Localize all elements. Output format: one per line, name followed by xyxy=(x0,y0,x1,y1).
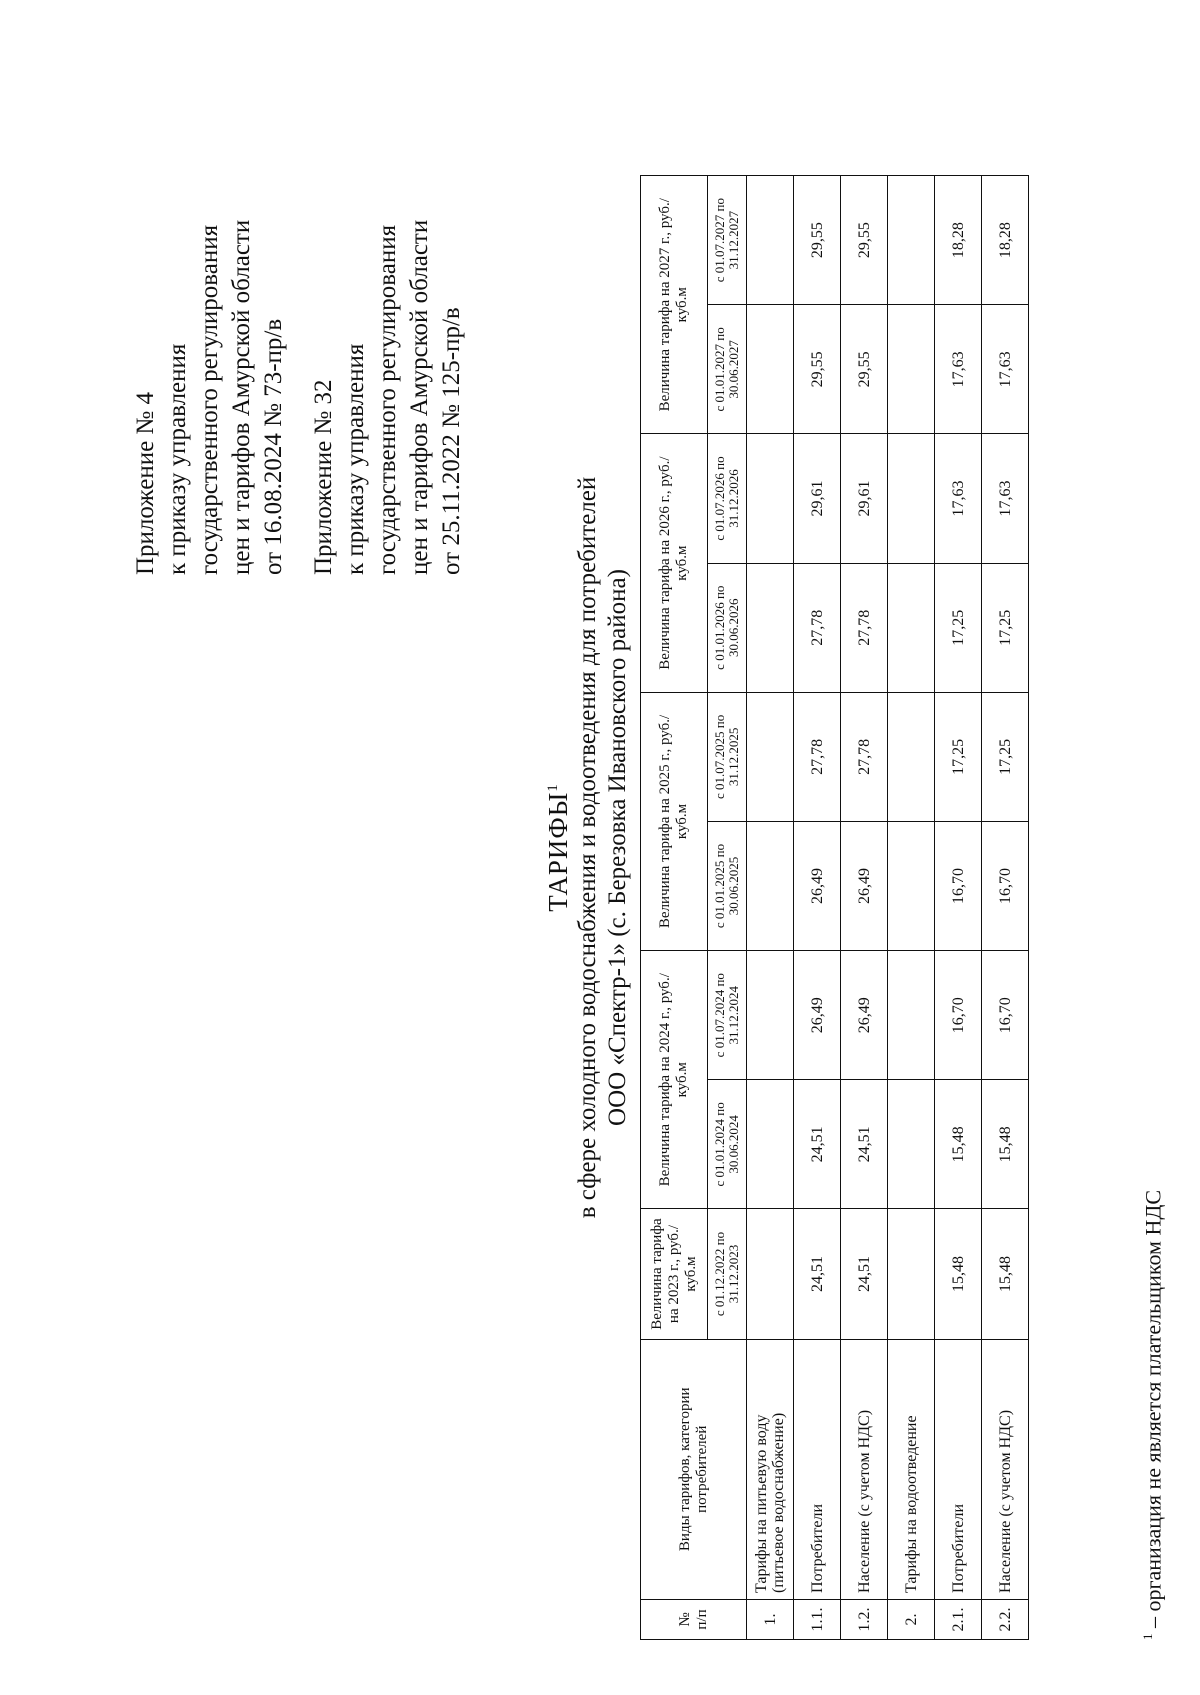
header-year-2027: Величина тарифа на 2027 г., руб./куб.м xyxy=(641,176,708,434)
tariff-value-cell: 18,28 xyxy=(982,176,1029,305)
table-row xyxy=(747,176,794,1640)
header-period: с 01.01.2025 по 30.06.2025 xyxy=(708,821,747,950)
table-row xyxy=(794,176,841,1640)
tariff-value-cell: 16,70 xyxy=(935,951,982,1080)
appendix-line: государственного регулирования xyxy=(374,224,401,575)
appendix-block-current xyxy=(130,55,290,575)
tariff-value-cell xyxy=(747,821,794,950)
row-category: Население (с учетом НДС) xyxy=(841,1339,888,1599)
tariff-value-cell: 27,78 xyxy=(841,563,888,692)
tariff-value-cell: 18,28 xyxy=(935,176,982,305)
tariff-value-cell: 17,25 xyxy=(982,692,1029,821)
header-period: с 01.07.2024 по 31.12.2024 xyxy=(708,951,747,1080)
row-number: 1.2. xyxy=(841,1599,888,1639)
tariff-value-cell xyxy=(747,951,794,1080)
tariff-value-cell xyxy=(747,305,794,434)
appendix-line: к приказу управления xyxy=(164,343,191,575)
tariff-value-cell xyxy=(747,1080,794,1209)
header-year-2025: Величина тарифа на 2025 г., руб./куб.м xyxy=(641,692,708,950)
tariff-value-cell xyxy=(888,951,935,1080)
header-year-2024: Величина тарифа на 2024 г., руб./куб.м xyxy=(641,951,708,1209)
title-main xyxy=(538,0,573,1695)
row-category: Тарифы на питьевую воду (питьевое водоснабжение) xyxy=(747,1339,794,1599)
tariff-value-cell xyxy=(747,692,794,821)
title-line-3: ООО «Спектр-1» (с. Березовка Ивановского района) xyxy=(604,569,631,1126)
header-num: № п/п xyxy=(641,1599,747,1639)
table-row xyxy=(841,176,888,1640)
tariff-value-cell: 15,48 xyxy=(982,1209,1029,1339)
tariff-value-cell xyxy=(888,692,935,821)
appendix-line: Приложение № 32 xyxy=(310,379,337,575)
row-category: Население (с учетом НДС) xyxy=(982,1339,1029,1599)
header-period: с 01.01.2024 по 30.06.2024 xyxy=(708,1080,747,1209)
appendix-line: от 16.08.2024 № 73-пр/в xyxy=(260,318,287,575)
header-period: с 01.01.2027 по 30.06.2027 xyxy=(708,305,747,434)
tariff-value-cell: 17,25 xyxy=(982,563,1029,692)
tariff-value-cell: 17,63 xyxy=(982,305,1029,434)
row-category: Потребители xyxy=(935,1339,982,1599)
tariff-value-cell xyxy=(888,434,935,563)
table-row xyxy=(888,176,935,1640)
appendix-line: Приложение № 4 xyxy=(132,391,159,575)
tariff-value-cell: 15,48 xyxy=(982,1080,1029,1209)
row-number: 1.1. xyxy=(794,1599,841,1639)
appendix-line: цен и тарифов Амурской области xyxy=(228,219,255,575)
appendix-line: государственного регулирования xyxy=(196,224,223,575)
appendix-line: к приказу управления xyxy=(342,343,369,575)
header-period: с 01.07.2026 по 31.12.2026 xyxy=(708,434,747,563)
tariff-value-cell: 26,49 xyxy=(794,821,841,950)
header-year-2023: Величина тарифа на 2023 г., руб./куб.м xyxy=(641,1209,708,1339)
tariff-value-cell: 26,49 xyxy=(794,951,841,1080)
appendix-block-original xyxy=(308,55,468,575)
table-row xyxy=(982,176,1029,1640)
header-period: с 01.07.2027 по 31.12.2027 xyxy=(708,176,747,305)
row-category: Потребители xyxy=(794,1339,841,1599)
table-header-row xyxy=(641,176,708,1640)
tariff-value-cell xyxy=(747,563,794,692)
tariff-value-cell: 17,25 xyxy=(935,563,982,692)
document-title xyxy=(538,0,633,1695)
title-text: ТАРИФЫ xyxy=(543,791,573,912)
tariff-value-cell: 29,55 xyxy=(841,305,888,434)
tariff-value-cell: 16,70 xyxy=(982,951,1029,1080)
footnote-mark: 1 xyxy=(1140,1633,1155,1640)
tariff-value-cell: 29,61 xyxy=(841,434,888,563)
tariff-value-cell xyxy=(888,563,935,692)
row-number: 1. xyxy=(747,1599,794,1639)
row-number: 2.1. xyxy=(935,1599,982,1639)
tariff-value-cell: 17,63 xyxy=(982,434,1029,563)
header-period: с 01.12.2022 по 31.12.2023 xyxy=(708,1209,747,1339)
tariff-value-cell xyxy=(747,434,794,563)
tariff-value-cell xyxy=(888,1209,935,1339)
header-period: с 01.01.2026 по 30.06.2026 xyxy=(708,563,747,692)
footnote xyxy=(1135,1190,1166,1640)
tariff-value-cell: 15,48 xyxy=(935,1080,982,1209)
table-row xyxy=(935,176,982,1640)
tariff-value-cell xyxy=(888,1080,935,1209)
appendix-line: от 25.11.2022 № 125-пр/в xyxy=(438,307,465,575)
row-number: 2. xyxy=(888,1599,935,1639)
title-line-2: в сфере холодного водоснабжения и водоотведения для потребителей xyxy=(574,476,601,1219)
footnote-text: – организация не является плательщиком НДС xyxy=(1140,1189,1166,1634)
tariff-value-cell: 29,55 xyxy=(794,176,841,305)
tariff-value-cell xyxy=(888,821,935,950)
tariff-value-cell: 17,63 xyxy=(935,305,982,434)
tariff-value-cell: 17,63 xyxy=(935,434,982,563)
tariff-value-cell: 24,51 xyxy=(794,1080,841,1209)
table-body xyxy=(747,176,1029,1640)
tariff-value-cell: 27,78 xyxy=(841,692,888,821)
tariff-value-cell: 27,78 xyxy=(794,563,841,692)
tariff-value-cell: 16,70 xyxy=(935,821,982,950)
tariff-value-cell: 27,78 xyxy=(794,692,841,821)
appendix-line: цен и тарифов Амурской области xyxy=(406,219,433,575)
tariff-value-cell xyxy=(747,1209,794,1339)
header-year-2026: Величина тарифа на 2026 г., руб./куб.м xyxy=(641,434,708,692)
tariff-value-cell: 29,55 xyxy=(841,176,888,305)
title-footnote-mark: 1 xyxy=(545,783,561,792)
tariff-value-cell: 17,25 xyxy=(935,692,982,821)
row-number: 2.2. xyxy=(982,1599,1029,1639)
tariff-value-cell xyxy=(747,176,794,305)
tariff-value-cell: 24,51 xyxy=(794,1209,841,1339)
tariff-value-cell: 15,48 xyxy=(935,1209,982,1339)
tariff-value-cell: 26,49 xyxy=(841,951,888,1080)
header-period: с 01.07.2025 по 31.12.2025 xyxy=(708,692,747,821)
row-category: Тарифы на водоотведение xyxy=(888,1339,935,1599)
tariff-value-cell: 24,51 xyxy=(841,1209,888,1339)
tariff-value-cell: 29,55 xyxy=(794,305,841,434)
tariff-value-cell: 26,49 xyxy=(841,821,888,950)
tariff-value-cell: 29,61 xyxy=(794,434,841,563)
tariff-value-cell xyxy=(888,305,935,434)
tariff-value-cell: 24,51 xyxy=(841,1080,888,1209)
header-category: Виды тарифов, категории потребителей xyxy=(641,1339,747,1599)
tariffs-table xyxy=(640,175,1029,1640)
tariff-value-cell xyxy=(888,176,935,305)
tariff-value-cell: 16,70 xyxy=(982,821,1029,950)
